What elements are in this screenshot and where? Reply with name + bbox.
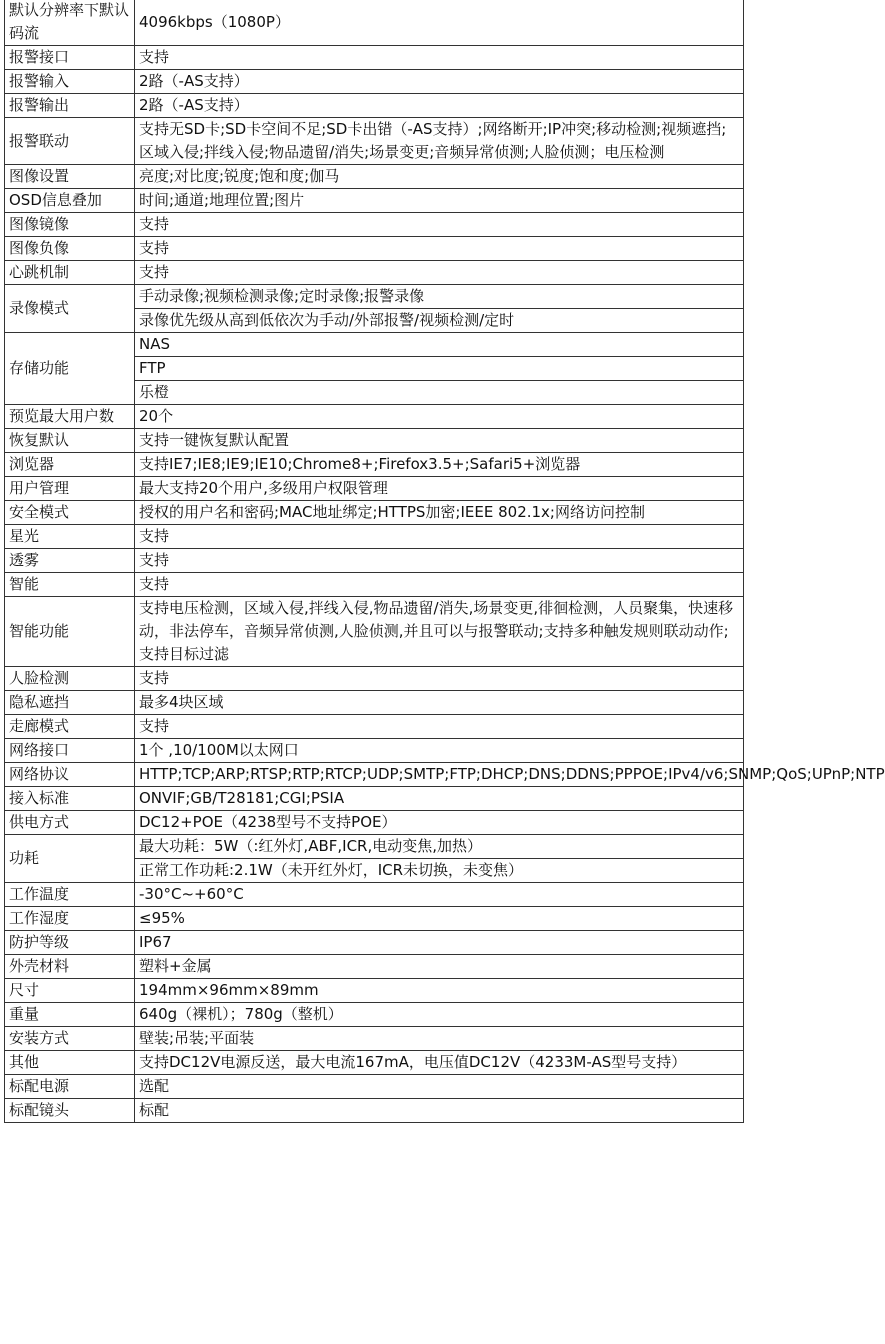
spec-value: 支持DC12V电源反送，最大电流167mA，电压值DC12V（4233M-AS型号支持） — [135, 1051, 744, 1075]
spec-value: 最大支持20个用户,多级用户权限管理 — [135, 477, 744, 501]
spec-row — [5, 429, 744, 453]
spec-key: 存储功能 — [5, 333, 135, 405]
spec-row — [5, 667, 744, 691]
spec-value: 手动录像;视频检测录像;定时录像;报警录像 — [135, 285, 744, 309]
spec-value: 支持 — [135, 213, 744, 237]
spec-value: 支持IE7;IE8;IE9;IE10;Chrome8+;Firefox3.5+;Safari5+浏览器 — [135, 453, 744, 477]
spec-value: 乐橙 — [135, 381, 744, 405]
spec-row — [5, 237, 744, 261]
spec-value: 支持 — [135, 46, 744, 70]
spec-table — [4, 0, 885, 1123]
spec-value: DC12+POE（4238型号不支持POE） — [135, 811, 744, 835]
spec-key: OSD信息叠加 — [5, 189, 135, 213]
spec-key: 心跳机制 — [5, 261, 135, 285]
spec-value: 2路（-AS支持） — [135, 70, 744, 94]
spec-row — [5, 46, 744, 70]
spec-value: 支持 — [135, 261, 744, 285]
spec-row — [5, 811, 744, 835]
spec-value: 时间;通道;地理位置;图片 — [135, 189, 744, 213]
spec-key: 预览最大用户数 — [5, 405, 135, 429]
spec-row — [5, 763, 744, 787]
spec-key: 默认分辨率下默认码流 — [5, 0, 135, 46]
spec-key: 图像镜像 — [5, 213, 135, 237]
spec-row — [5, 549, 744, 573]
spec-value: 支持电压检测，区域入侵,拌线入侵,物品遗留/消失,场景变更,徘徊检测，人员聚集，快速移动，非法停车，音频异常侦测,人脸侦测,并且可以与报警联动;支持多种触发规则联动动作;支持目标过滤 — [135, 597, 744, 667]
spec-key: 录像模式 — [5, 285, 135, 333]
spec-row — [5, 1003, 744, 1027]
spec-row — [5, 1051, 744, 1075]
spec-value: IP67 — [135, 931, 744, 955]
spec-value: 选配 — [135, 1075, 744, 1099]
spec-key: 报警联动 — [5, 118, 135, 165]
spec-value: 4096kbps（1080P） — [135, 0, 744, 46]
spec-row — [5, 691, 744, 715]
spec-key: 其他 — [5, 1051, 135, 1075]
spec-key: 报警输入 — [5, 70, 135, 94]
spec-key: 工作湿度 — [5, 907, 135, 931]
spec-row — [5, 955, 744, 979]
spec-key: 恢复默认 — [5, 429, 135, 453]
spec-value: 2路（-AS支持） — [135, 94, 744, 118]
spec-key: 图像负像 — [5, 237, 135, 261]
spec-key: 隐私遮挡 — [5, 691, 135, 715]
spec-row — [5, 501, 744, 525]
spec-key: 浏览器 — [5, 453, 135, 477]
spec-key: 网络协议 — [5, 763, 135, 787]
spec-row — [5, 0, 744, 46]
spec-value: FTP — [135, 357, 744, 381]
spec-row — [5, 573, 744, 597]
spec-key: 安全模式 — [5, 501, 135, 525]
spec-row — [5, 333, 744, 357]
spec-row — [5, 261, 744, 285]
spec-value: 支持 — [135, 525, 744, 549]
spec-value: 支持 — [135, 667, 744, 691]
spec-row — [5, 907, 744, 931]
spec-value: 20个 — [135, 405, 744, 429]
spec-value: 最大功耗：5W（:红外灯,ABF,ICR,电动变焦,加热） — [135, 835, 744, 859]
spec-value: HTTP;TCP;ARP;RTSP;RTP;RTCP;UDP;SMTP;FTP;DHCP;DNS;DDNS;PPPOE;IPv4/v6;SNMP;QoS;UPnP;NTP — [135, 763, 744, 787]
spec-key: 报警输出 — [5, 94, 135, 118]
spec-value: 授权的用户名和密码;MAC地址绑定;HTTPS加密;IEEE 802.1x;网络访问控制 — [135, 501, 744, 525]
spec-row — [5, 979, 744, 1003]
spec-value: 录像优先级从高到低依次为手动/外部报警/视频检测/定时 — [135, 309, 744, 333]
spec-row — [5, 477, 744, 501]
spec-key: 网络接口 — [5, 739, 135, 763]
spec-row — [5, 931, 744, 955]
spec-value: 支持 — [135, 573, 744, 597]
spec-value: 最多4块区域 — [135, 691, 744, 715]
spec-key: 供电方式 — [5, 811, 135, 835]
spec-row — [5, 787, 744, 811]
spec-row — [5, 1027, 744, 1051]
spec-row — [5, 213, 744, 237]
spec-value: 支持无SD卡;SD卡空间不足;SD卡出错（-AS支持）;网络断开;IP冲突;移动检测;视频遮挡;区域入侵;拌线入侵;物品遗留/消失;场景变更;音频异常侦测;人脸侦测；电压检测 — [135, 118, 744, 165]
spec-value: 支持 — [135, 237, 744, 261]
spec-key: 走廊模式 — [5, 715, 135, 739]
spec-value: 壁装;吊装;平面装 — [135, 1027, 744, 1051]
spec-table-body — [5, 0, 885, 1123]
spec-value: 标配 — [135, 1099, 744, 1123]
spec-row — [5, 285, 744, 309]
spec-row — [5, 405, 744, 429]
spec-value: 亮度;对比度;锐度;饱和度;伽马 — [135, 165, 744, 189]
spec-key: 外壳材料 — [5, 955, 135, 979]
spec-row — [5, 118, 744, 165]
spec-key: 星光 — [5, 525, 135, 549]
spec-value: 194mm×96mm×89mm — [135, 979, 744, 1003]
spec-value: NAS — [135, 333, 744, 357]
spec-key: 用户管理 — [5, 477, 135, 501]
spec-value: 1个 ,10/100M以太网口 — [135, 739, 744, 763]
spec-key: 图像设置 — [5, 165, 135, 189]
spec-key: 功耗 — [5, 835, 135, 883]
spec-key: 智能功能 — [5, 597, 135, 667]
spec-key: 人脸检测 — [5, 667, 135, 691]
spec-row — [5, 715, 744, 739]
spec-row — [5, 835, 744, 859]
spec-key: 标配电源 — [5, 1075, 135, 1099]
spec-key: 智能 — [5, 573, 135, 597]
spec-value: 正常工作功耗:2.1W（未开红外灯，ICR未切换，未变焦） — [135, 859, 744, 883]
spec-key: 接入标准 — [5, 787, 135, 811]
spec-value: 支持一键恢复默认配置 — [135, 429, 744, 453]
spec-value: ONVIF;GB/T28181;CGI;PSIA — [135, 787, 744, 811]
spec-row — [5, 94, 744, 118]
spec-row — [5, 165, 744, 189]
spec-value: 支持 — [135, 549, 744, 573]
spec-key: 工作温度 — [5, 883, 135, 907]
spec-key: 重量 — [5, 1003, 135, 1027]
spec-key: 尺寸 — [5, 979, 135, 1003]
spec-value: 支持 — [135, 715, 744, 739]
spec-key: 安装方式 — [5, 1027, 135, 1051]
spec-row — [5, 525, 744, 549]
spec-row — [5, 883, 744, 907]
spec-row — [5, 189, 744, 213]
spec-key: 透雾 — [5, 549, 135, 573]
spec-row — [5, 70, 744, 94]
spec-row — [5, 597, 744, 667]
spec-value: ≤95% — [135, 907, 744, 931]
spec-row — [5, 1075, 744, 1099]
spec-key: 标配镜头 — [5, 1099, 135, 1123]
spec-key: 防护等级 — [5, 931, 135, 955]
spec-row — [5, 453, 744, 477]
spec-row — [5, 739, 744, 763]
spec-row — [5, 1099, 744, 1123]
spec-value: 640g（裸机）；780g（整机） — [135, 1003, 744, 1027]
spec-key: 报警接口 — [5, 46, 135, 70]
spec-value: 塑料+金属 — [135, 955, 744, 979]
spec-value: -30°C~+60°C — [135, 883, 744, 907]
